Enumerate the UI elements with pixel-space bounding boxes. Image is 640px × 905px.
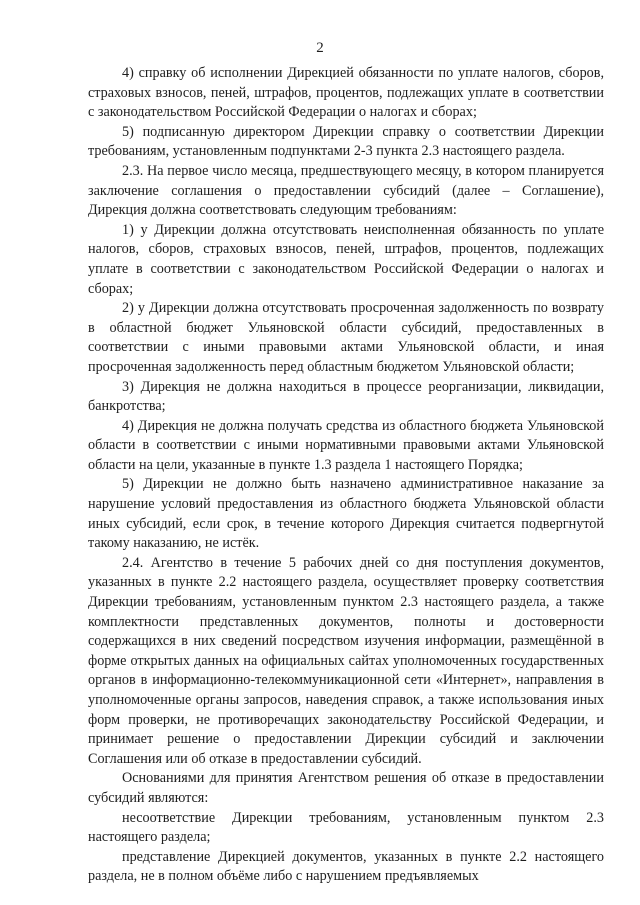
paragraph-2-3-requirements: 2.3. На первое число месяца, предшествующего месяцу, в котором планируется заключение соглашения о предоставлении субсидий (далее – Соглашение), Дирекция должна соответствовать следующим требованиям: [88,162,604,219]
page-number: 2 [316,40,324,56]
document-body [88,64,604,887]
requirement-4: 4) Дирекция не должна получать средства из областного бюджета Ульяновской области в соответствии с иными нормативными правовыми актами Ульяновской области на цели, указанные в пункте 1.3 раздела 1 настоящего Порядка; [88,417,604,473]
paragraph-refusal-grounds: Основаниями для принятия Агентством решения об отказе в предоставлении субсидий являются: [88,770,604,806]
requirement-3: 3) Дирекция не должна находиться в процессе реорганизации, ликвидации, банкротства; [88,378,604,415]
refusal-ground-1: несоответствие Дирекции требованиям, установленным пунктом 2.3 настоящего раздела; [88,809,604,846]
paragraph-4-tax-certificate: 4) справку об исполнении Дирекцией обязанности по уплате налогов, сборов, страховых взносов, пеней, штрафов, процентов, подлежащих уплате в соответствии с законодательством Российской Федерации о налогах и сборах; [88,65,604,121]
requirement-2: 2) у Дирекции должна отсутствовать просроченная задолженность по возврату в областной бюджет Ульяновской области субсидий, предоставленных в соответствии с иными правовыми актами Ульяновской области, и иная просроченная задолженность перед областным бюджетом Ульяновской области; [88,300,604,375]
paragraph-5-director-certificate: 5) подписанную директором Дирекции справку о соответствии Дирекции требованиям, установленным подпунктами 2-3 пункта 2.3 настоящего раздела. [88,123,604,160]
refusal-ground-2: представление Дирекцией документов, указанных в пункте 2.2 настоящего раздела, не в полном объёме либо с нарушением предъявляемых [88,848,604,885]
paragraph-2-4-verification: 2.4. Агентство в течение 5 рабочих дней со дня поступления документов, указанных в пункте 2.2 настоящего раздела, осуществляет проверку соответствия Дирекции требованиям, установленным пунктом 2.3 настоящего раздела, а также комплектности представленных документов, полноты и достоверности содержащихся в них сведений посредством изучения информации, размещённой в форме открытых данных на официальных сайтах уполномоченных государственных органов в информационно-телекоммуникационной сети «Интернет», направления в уполномоченные органы запросов, наведения справок, а также использования иных форм проверки, не противоречащих законодательству Российской Федерации, и принимает решение о предоставлении Дирекции субсидий и заключении Соглашения или об отказе в предоставлении субсидий. [88,554,604,767]
requirement-1: 1) у Дирекции должна отсутствовать неисполненная обязанность по уплате налогов, сборов, страховых взносов, пеней, штрафов, процентов, подлежащих уплате в соответствии с законодательством Российской Федерации о налогах и сборах; [88,221,604,297]
requirement-5: 5) Дирекции не должно быть назначено административное наказание за нарушение условий предоставления из областного бюджета Ульяновской области иных субсидий, если срок, в течение которого Дирекция считается подвергнутой такому наказанию, не истёк. [88,476,604,552]
